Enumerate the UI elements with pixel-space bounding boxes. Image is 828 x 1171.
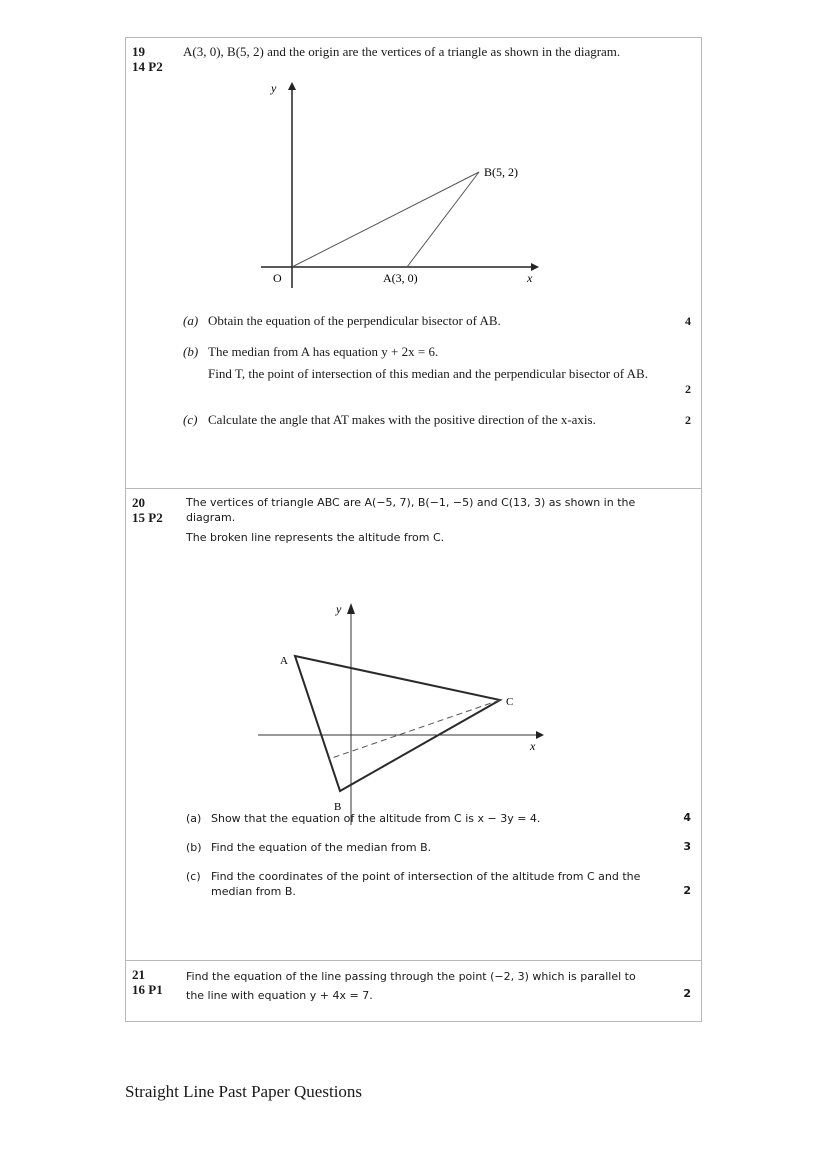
question-number — [132, 967, 163, 997]
marks-21: 2 — [683, 987, 691, 1000]
y-axis-arrow — [347, 603, 355, 614]
part-text: Calculate the angle that AT makes with the positive direction of the x-axis. — [208, 412, 596, 427]
page-footer: Straight Line Past Paper Questions — [125, 1082, 363, 1101]
question-19 — [126, 38, 701, 488]
part-text: Find the coordinates of the point of intersection of the altitude from C and the median from B. — [211, 870, 641, 898]
point-C-label: C — [506, 696, 514, 708]
part-20a — [186, 811, 666, 826]
part-label: (a) — [186, 812, 202, 825]
side-AB — [407, 172, 479, 267]
point-A-label: A — [280, 655, 288, 667]
question-number — [132, 44, 163, 74]
part-text: Find the equation of the median from B. — [211, 841, 432, 854]
questions-table — [125, 37, 702, 1022]
question-intro: A(3, 0), B(5, 2) and the origin are the vertices of a triangle as shown in the diagram. — [183, 44, 621, 59]
question-number — [132, 495, 163, 525]
part-19b — [183, 344, 683, 359]
point-A-label: A(3, 0) — [383, 271, 418, 285]
question-20 — [126, 488, 701, 960]
question-21 — [126, 960, 701, 1022]
y-axis-arrow — [288, 82, 296, 90]
marks-19a: 4 — [685, 314, 691, 328]
question-number-text: 21 — [132, 967, 145, 982]
part-20b — [186, 840, 666, 855]
question-source: 15 P2 — [132, 510, 163, 525]
point-B-label: B — [334, 801, 342, 813]
part-19a — [183, 313, 683, 328]
part-text: Obtain the equation of the perpendicular bisector of AB. — [208, 313, 501, 328]
marks-19c: 2 — [685, 413, 691, 427]
diagram-20 — [256, 597, 556, 832]
y-axis-label: y — [336, 602, 342, 616]
part-label: (c) — [183, 412, 198, 427]
marks-20c: 2 — [683, 884, 691, 897]
x-axis-label: x — [530, 739, 536, 753]
part-19b-continued: Find T, the point of intersection of this median and the perpendicular bisector of AB. — [208, 366, 648, 381]
question-intro: The vertices of triangle ABC are A(−5, 7), B(−1, −5) and C(13, 3) as shown in the diagram. — [186, 496, 636, 524]
side-OB — [292, 172, 479, 267]
x-axis-label: x — [527, 271, 533, 285]
x-axis-arrow — [531, 263, 539, 271]
marks-20b: 3 — [683, 840, 691, 853]
part-label: (b) — [186, 841, 202, 854]
part-20c — [186, 869, 671, 899]
part-label: (c) — [186, 870, 201, 883]
diagram-19 — [261, 76, 551, 291]
question-intro: Find the equation of the line passing through the point (−2, 3) which is parallel to the line with equation y + 4x = 7. — [186, 970, 636, 1002]
x-axis-arrow — [536, 731, 544, 739]
question-intro-2: The broken line represents the altitude from C. — [186, 531, 445, 544]
triangle-ABC — [295, 656, 500, 791]
part-text: Show that the equation of the altitude from C is x − 3y = 4. — [211, 812, 541, 825]
part-text: The median from A has equation y + 2x = 6. — [208, 344, 439, 359]
marks-20a: 4 — [683, 811, 691, 824]
part-label: (a) — [183, 313, 199, 328]
origin-label: O — [273, 271, 282, 285]
question-source: 14 P2 — [132, 59, 163, 74]
y-axis-label: y — [271, 81, 277, 95]
marks-19b: 2 — [685, 382, 691, 396]
point-B-label: B(5, 2) — [484, 165, 518, 179]
part-19c — [183, 412, 683, 427]
question-number-text: 19 — [132, 44, 145, 59]
part-label: (b) — [183, 344, 199, 359]
question-source: 16 P1 — [132, 982, 163, 997]
altitude-from-C — [329, 700, 500, 759]
question-number-text: 20 — [132, 495, 145, 510]
